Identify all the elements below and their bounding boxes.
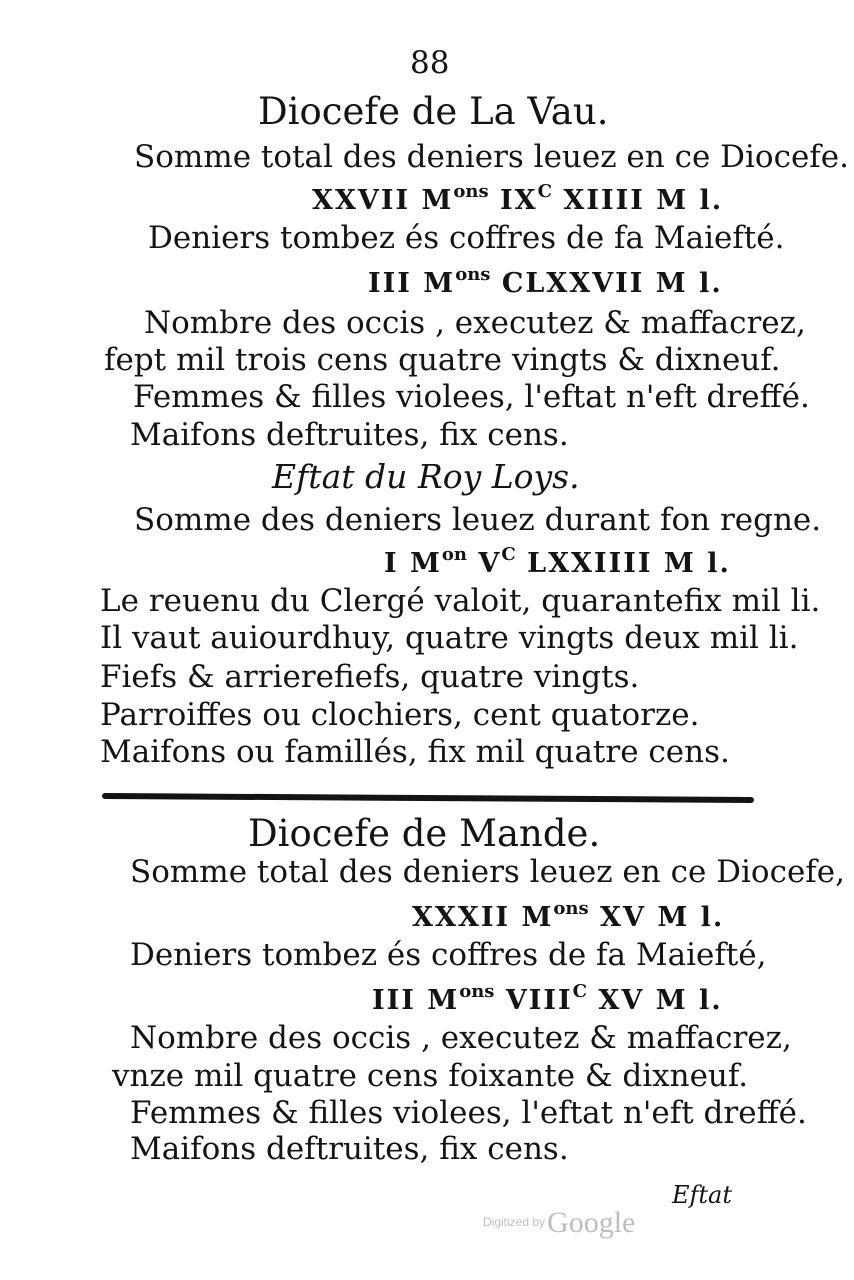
sum-line: XXVII $M^{ons}$ $IX^C$ XIIII M l. (312, 181, 724, 216)
text-line: Somme des deniers leuez durant fon regne. (134, 502, 822, 538)
text-line: Parroiffes ou clochiers, cent quatorze. (100, 697, 700, 733)
text-line: Somme total des deniers leuez en ce Diocefe. (134, 139, 849, 175)
text-line: Le reuenu du Clergé valoit, quarantefix mil li. (100, 583, 821, 619)
text-line: vnze mil quatre cens foixante & dixneuf. (112, 1058, 749, 1094)
page-number: 88 (410, 45, 450, 81)
text-line: Nombre des occis , executez & maffacrez, (130, 1020, 792, 1056)
sum-line: I $M^{on}$ $V^C$ LXXIIII M l. (384, 544, 731, 579)
sum-line: XXXII $M^{ons}$ XV M l. (412, 898, 725, 933)
text-line: Fiefs & arrierefiefs, quatre vingts. (100, 659, 640, 695)
sum-line: III $M^{ons}$ CLXXVII M l. (368, 264, 723, 299)
text-line: Maifons ou famillés, fix mil quatre cens. (100, 734, 730, 770)
text-line: Deniers tombez és coffres de fa Maiefté, (130, 937, 767, 973)
text-line: Femmes & filles violees, l'eftat n'eft dreffé. (133, 379, 810, 415)
sum-line: III $M^{ons}$ $VIII^C$ XV M l. (372, 981, 723, 1016)
section-title-la-vau: Diocefe de La Vau. (258, 90, 609, 133)
google-logo: Google (547, 1206, 636, 1239)
text-line: Deniers tombez és coffres de fa Maiefté. (148, 220, 785, 256)
digitized-by-google-watermark: Digitized byGoogle (483, 1206, 636, 1239)
text-line: Maifons deftruites, fix cens. (130, 417, 569, 453)
text-line: Femmes & filles violees, l'eftat n'eft dreffé. (130, 1095, 807, 1131)
text-line: Maifons deftruites, fix cens. (130, 1131, 569, 1167)
section-title-roy-loys: Eftat du Roy Loys. (272, 457, 580, 496)
text-line: Il vaut auiourdhuy, quatre vingts deux mil li. (100, 620, 799, 656)
catchword: Eftat (672, 1181, 732, 1209)
section-title-mande: Diocefe de Mande. (248, 812, 601, 855)
text-line: Somme total des deniers leuez en ce Diocefe, (130, 854, 845, 890)
text-line: fept mil trois cens quatre vingts & dixneuf. (104, 342, 781, 378)
text-line: Nombre des occis , executez & maffacrez, (144, 305, 806, 341)
section-divider-rule (102, 793, 754, 803)
